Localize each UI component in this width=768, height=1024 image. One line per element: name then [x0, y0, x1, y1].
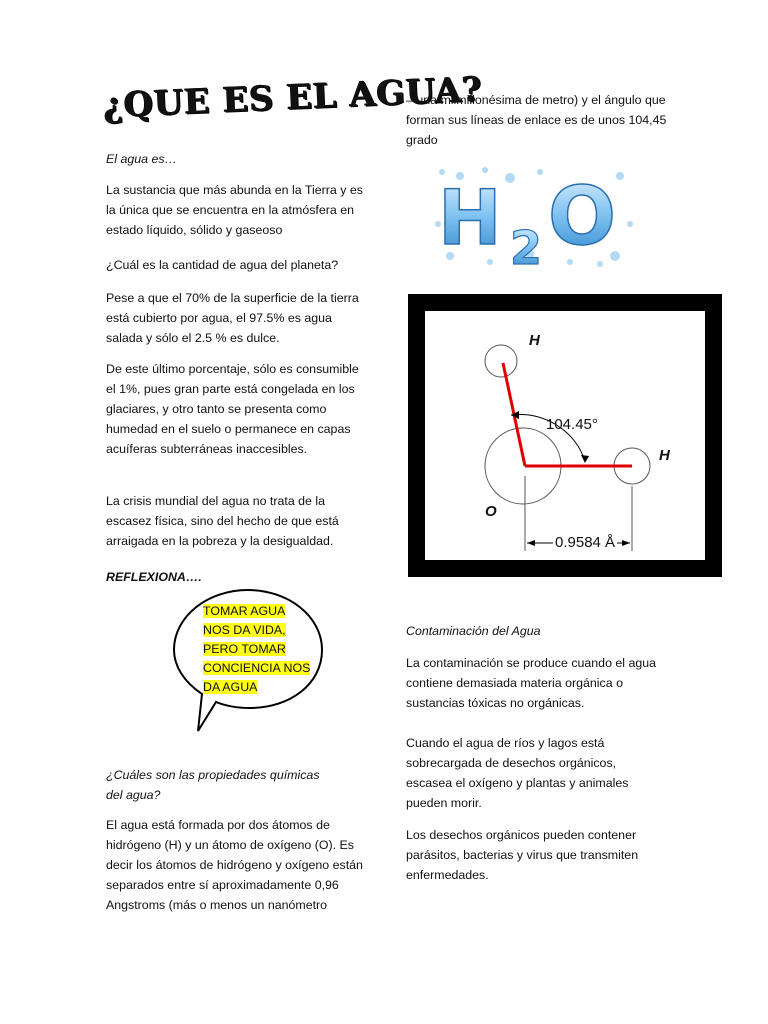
h2o-logo: [430, 164, 640, 272]
h2o-logo-graphic: [430, 164, 640, 272]
reflexiona-label: REFLEXIONA….: [106, 570, 202, 584]
question-quantity: ¿Cuál es la cantidad de agua del planeta?: [106, 258, 339, 272]
paragraph-contamination: La contaminación se produce cuando el agua contiene demasiada materia orgánica o sustancias tóxicas no orgánicas.: [406, 656, 657, 710]
bubble-line: DA AGUA: [203, 680, 258, 694]
question-properties-line2: del agua?: [106, 788, 161, 802]
bubble-line: PERO TOMAR: [203, 642, 286, 656]
svg-text:2: 2: [510, 221, 543, 272]
paragraph-continuation: – una milmillonésima de metro) y el ángulo que forman sus líneas de enlace es de unos 104,45 grado: [406, 93, 667, 147]
molecule-diagram-frame: [408, 294, 722, 577]
intro-heading: El agua es…: [106, 152, 177, 166]
bubble-line: TOMAR AGUA: [203, 604, 286, 618]
molecule-diagram-graphic: [425, 311, 705, 560]
distance-label: 0.9584 Å: [555, 534, 616, 551]
paragraph-percentages: Pese a que el 70% de la superficie de la tierra está cubierto por agua, el 97.5% es agua salada y sólo el 2.5 % es dulce.: [106, 291, 359, 345]
question-properties-line1: ¿Cuáles son las propiedades químicas: [106, 768, 320, 782]
svg-text:O: O: [548, 170, 617, 263]
paragraph-definition: La sustancia que más abunda en la Tierra y es la única que se encuentra en la atmósfera en estado líquido, sólido y gaseoso: [106, 183, 363, 237]
svg-text:H: H: [438, 173, 502, 262]
paragraph-composition: El agua está formada por dos átomos de hidrógeno (H) y un átomo de oxígeno (O). Es decir los átomos de hidrógeno y oxígeno están separados entre sí aproximadamente 0,96 Angstroms (más o menos un nanómetro: [106, 818, 363, 912]
bubble-line: CONCIENCIA NOS: [203, 661, 311, 675]
question-properties: [106, 765, 366, 805]
paragraph-consumable: De este último porcentaje, sólo es consumible el 1%, pues gran parte está congelada en los glaciares, y otro tanto se presenta como humedad en el suelo o permanece en capas acuíferas subterráneas inaccesibles.: [106, 362, 359, 456]
o-label: O: [485, 503, 497, 520]
paragraph-rivers: Cuando el agua de ríos y lagos está sobrecargada de desechos orgánicos, escasea el oxígeno y plantas y animales pueden morir.: [406, 736, 629, 810]
h-top-label: H: [529, 332, 540, 349]
molecule-diagram: [422, 308, 708, 563]
contamination-heading: Contaminación del Agua: [406, 624, 541, 638]
paragraph-crisis: La crisis mundial del agua no trata de la escasez física, sino del hecho de que está arraigada en la pobreza y la desigualdad.: [106, 494, 339, 548]
h-right-label: H: [659, 447, 670, 464]
angle-label: 104.45°: [546, 416, 598, 433]
paragraph-waste: Los desechos orgánicos pueden contener parásitos, bacterias y virus que transmiten enfermedades.: [406, 828, 639, 882]
page-title: ¿QUE ES EL AGUA?: [102, 69, 483, 126]
bubble-text: [203, 602, 323, 697]
bubble-line: NOS DA VIDA,: [203, 623, 286, 637]
